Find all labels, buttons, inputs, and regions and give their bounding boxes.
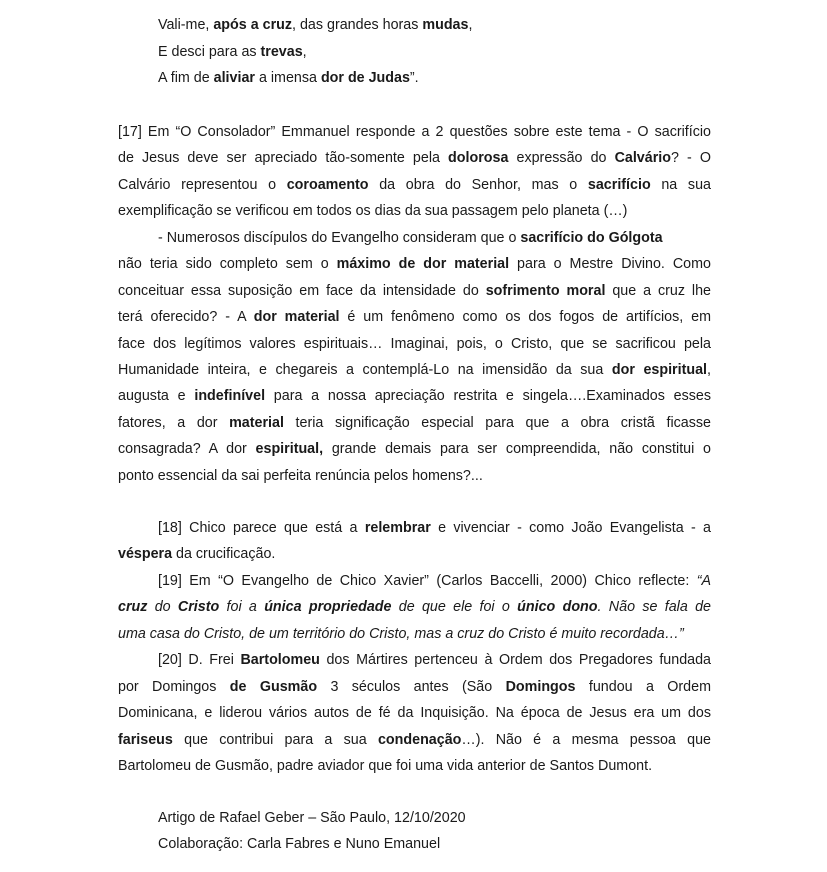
emphasized-text: condenação — [377, 732, 462, 748]
collaboration-line: Colaboração: Carla Fabres e Nuno Emanuel — [158, 836, 441, 852]
text-run: , — [302, 44, 307, 60]
text-run: A fim de — [158, 70, 214, 86]
footnote-17-line — [118, 255, 711, 273]
emphasized-text: dolorosa — [448, 150, 509, 166]
text-run: Vali-me, — [158, 17, 214, 33]
poem-line — [158, 16, 711, 34]
quoted-text: foi a — [219, 599, 265, 615]
emphasized-text: véspera — [118, 546, 173, 562]
footnote-17-line — [118, 123, 711, 141]
text-run: na sua — [650, 177, 711, 193]
text-run: conceituar essa suposição em face da intensidade do — [118, 283, 486, 299]
text-run: que contribui para a sua — [172, 732, 378, 748]
author-line: Artigo de Rafael Geber – São Paulo, 12/10/2020 — [158, 810, 466, 826]
text-run: …). Não é a mesma pessoa que — [461, 732, 711, 748]
text-run: grande demais para ser compreendida, não constitui o — [323, 441, 711, 457]
footnote-20-line — [118, 731, 711, 749]
emphasized-text: mudas — [422, 17, 469, 33]
text-run: ponto essencial da sai perfeita renúncia pelos homens?... — [118, 468, 483, 484]
footnote-17-line — [118, 335, 711, 353]
footnote-18-line — [118, 545, 711, 563]
footnote-19-line — [118, 598, 711, 616]
text-run: de Jesus deve ser apreciado tão-somente pela — [118, 150, 449, 166]
text-run: face dos legítimos valores espirituais… Imaginai, pois, o Cristo, que se sacrificou pela — [118, 336, 711, 352]
text-run: [19] Em “O Evangelho de Chico Xavier” (Carlos Baccelli, 2000) Chico reflecte: — [158, 573, 697, 589]
text-run: , — [707, 362, 711, 378]
quoted-text: “A — [696, 573, 711, 589]
text-run: expressão do — [508, 150, 615, 166]
text-run: dos Mártires pertenceu à Ordem dos Pregadores fundada — [319, 652, 711, 668]
footnote-20-line — [118, 704, 711, 722]
text-run: da crucificação. — [172, 546, 276, 562]
emphasized-text: dor de Judas — [320, 70, 410, 86]
quoted-text: do — [147, 599, 178, 615]
emphasized-text: sacrifício — [587, 177, 651, 193]
emphasized-text: cruz — [118, 599, 148, 615]
emphasized-text: Domingos — [505, 679, 576, 695]
text-run: , — [468, 17, 473, 33]
emphasized-text: único dono — [517, 599, 598, 615]
footnote-17-line — [118, 440, 711, 458]
footnote-17-line — [118, 387, 711, 405]
footnote-17-line — [118, 202, 711, 220]
text-run: não teria sido completo sem o — [118, 256, 337, 272]
quoted-text: uma casa do Cristo, de um território do Cristo, mas a cruz do Cristo é muito recordada…” — [118, 626, 684, 642]
text-run: por Domingos — [118, 679, 230, 695]
text-run: e vivenciar - como João Evangelista - a — [430, 520, 711, 536]
footnote-20-line — [158, 651, 711, 669]
footnote-17-line — [118, 282, 711, 300]
emphasized-text: Cristo — [177, 599, 220, 615]
text-run: , das grandes horas — [292, 17, 423, 33]
emphasized-text: fariseus — [118, 732, 173, 748]
emphasized-text: trevas — [260, 44, 303, 60]
text-run: [18] Chico parece que está a — [158, 520, 365, 536]
text-run: augusta e — [118, 388, 195, 404]
text-run: terá oferecido? - A — [118, 309, 254, 325]
emphasized-text: espiritual, — [255, 441, 324, 457]
text-run: consagrada? A dor — [118, 441, 256, 457]
poem-line — [158, 43, 711, 61]
text-run: Dominicana, e liderou vários autos de fé da Inquisição. Na época de Jesus era um dos — [118, 705, 711, 721]
text-run: fatores, a dor — [118, 415, 230, 431]
poem-line — [158, 69, 711, 87]
text-run: Calvário representou o — [118, 177, 287, 193]
quoted-text: de que ele foi o — [391, 599, 518, 615]
emphasized-text: coroamento — [286, 177, 369, 193]
footnote-18-line — [158, 519, 711, 537]
footnote-17-line — [118, 176, 711, 194]
footnote-17-line — [118, 149, 711, 167]
text-run: [17] Em “O Consolador” Emmanuel responde a 2 questões sobre este tema - O sacrifício — [118, 124, 711, 140]
text-run: para a nossa apreciação restrita e singela….Examinados esses — [265, 388, 711, 404]
footnote-17-line — [118, 467, 711, 485]
text-run: ”. — [409, 70, 419, 86]
text-run: para o Mestre Divino. Como — [509, 256, 711, 272]
text-run: a imensa — [254, 70, 321, 86]
footnote-17-line — [118, 361, 711, 379]
emphasized-text: após a cruz — [213, 17, 293, 33]
text-run: exemplificação se verificou em todos os dias da sua passagem pelo planeta (…) — [118, 203, 628, 219]
text-run: teria significação especial para que a obra cristã ficasse — [283, 415, 711, 431]
emphasized-text: dor espiritual — [611, 362, 708, 378]
text-run: [20] D. Frei — [158, 652, 241, 668]
text-run: Humanidade inteira, e chegareis a contemplá-Lo na imensidão da sua — [118, 362, 612, 378]
emphasized-text: sofrimento moral — [485, 283, 606, 299]
text-run: 3 séculos antes (São — [317, 679, 506, 695]
footnote-20-line — [118, 757, 711, 775]
text-run: E desci para as — [158, 44, 261, 60]
emphasized-text: material — [229, 415, 284, 431]
text-run: - Numerosos discípulos do Evangelho consideram que o — [158, 230, 521, 246]
text-run: fundou a Ordem — [575, 679, 711, 695]
text-run: que a cruz lhe — [605, 283, 711, 299]
emphasized-text: de Gusmão — [229, 679, 318, 695]
footnote-17-line — [118, 414, 711, 432]
emphasized-text: Calvário — [614, 150, 671, 166]
emphasized-text: única propriedade — [264, 599, 392, 615]
footnote-19-line — [158, 572, 711, 590]
emphasized-text: máximo de dor material — [336, 256, 510, 272]
emphasized-text: indefinível — [194, 388, 266, 404]
footnote-17-line — [118, 308, 711, 326]
emphasized-text: aliviar — [213, 70, 255, 86]
emphasized-text: relembrar — [364, 520, 431, 536]
emphasized-text: Bartolomeu — [240, 652, 320, 668]
quoted-text: . Não se fala de — [597, 599, 711, 615]
footnote-17-line — [158, 229, 711, 247]
footnote-19-line — [118, 625, 711, 643]
text-run: é um fenômeno como os dos fogos de artifícios, em — [339, 309, 711, 325]
text-run: Bartolomeu de Gusmão, padre aviador que foi uma vida anterior de Santos Dumont. — [118, 758, 653, 774]
text-run: da obra do Senhor, mas o — [368, 177, 588, 193]
footnote-20-line — [118, 678, 711, 696]
emphasized-text: dor material — [253, 309, 340, 325]
emphasized-text: sacrifício do Gólgota — [520, 230, 663, 246]
text-run: ? - O — [670, 150, 711, 166]
